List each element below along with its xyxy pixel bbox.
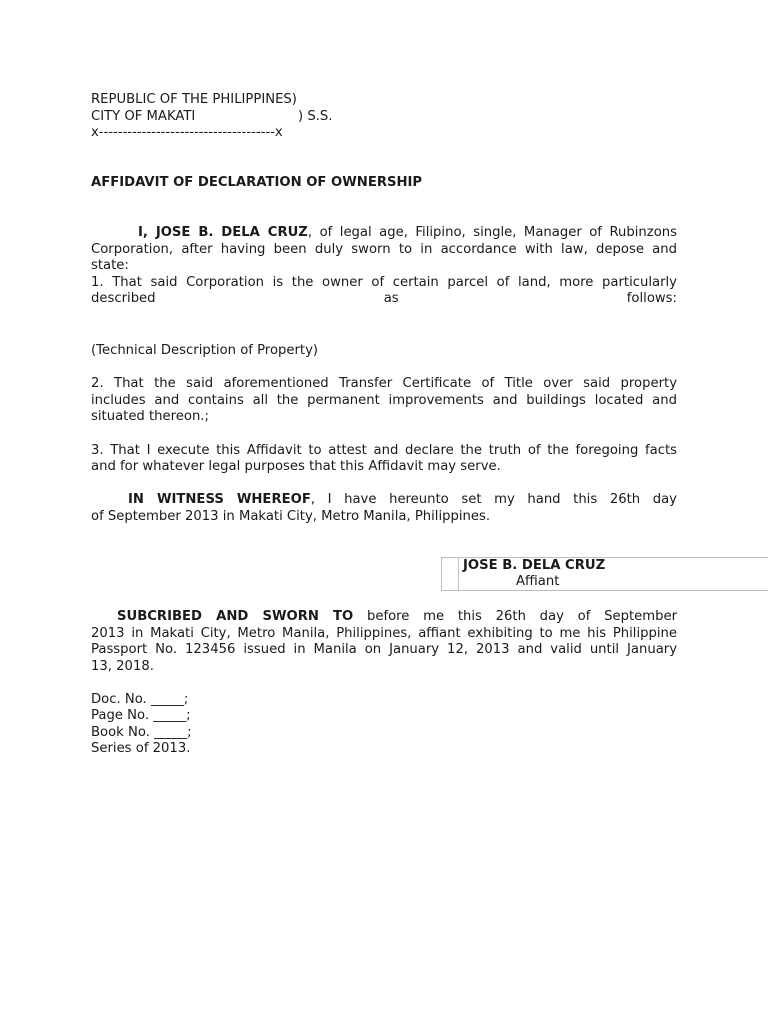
jurat-line-1: SUBCRIBED AND SWORN TO before me this 26th day of September [117,609,677,624]
venue-city: CITY OF MAKATI [91,109,196,124]
venue-divider: x-------------------------------------x [91,125,283,140]
jurat-heading: SUBCRIBED AND SWORN TO [117,609,354,624]
witness-heading: IN WITNESS WHEREOF [128,492,311,507]
point-2-line-2: includes and contains all the permanent improvements and buildings located and [91,393,677,408]
book-number: Book No. _____; [91,725,192,740]
page-number: Page No. _____; [91,708,191,723]
point-3-line-2: and for whatever legal purposes that this Affidavit may serve. [91,459,501,474]
point-1-line-2: described as follows: [91,291,677,306]
jurat-line-2: 2013 in Makati City, Metro Manila, Philippines, affiant exhibiting to me his Philippine [91,626,677,641]
affiant-signature-name: JOSE B. DELA CRUZ [463,558,606,573]
technical-description: (Technical Description of Property) [91,343,319,358]
witness-line-1: IN WITNESS WHEREOF, I have hereunto set my hand this 26th day [128,492,677,507]
affiant-name-intro: I, JOSE B. DELA CRUZ [138,225,308,240]
witness-line-2: of September 2013 in Makati City, Metro Manila, Philippines. [91,509,491,524]
venue-republic: REPUBLIC OF THE PHILIPPINES) [91,92,297,107]
series-year: Series of 2013. [91,741,191,756]
jurat-line-4: 13, 2018. [91,659,154,674]
signature-block [441,557,768,591]
doc-number: Doc. No. _____; [91,692,189,707]
intro-line-3: state: [91,258,129,273]
point-3-line-1: 3. That I execute this Affidavit to attest and declare the truth of the foregoing facts [91,443,677,458]
intro-line-2: Corporation, after having been duly sworn to in accordance with law, depose and [91,242,677,257]
affiant-label: Affiant [516,574,560,589]
point-2-line-1: 2. That the said aforementioned Transfer Certificate of Title over said property [91,376,677,391]
document-title: AFFIDAVIT OF DECLARATION OF OWNERSHIP [91,175,423,190]
venue-ss: ) S.S. [298,109,333,124]
point-1-line-1: 1. That said Corporation is the owner of certain parcel of land, more particularly [91,275,677,290]
signature-divider [458,558,459,590]
intro-line-1: I, JOSE B. DELA CRUZ, of legal age, Filipino, single, Manager of Rubinzons [138,225,677,240]
jurat-line-3: Passport No. 123456 issued in Manila on January 12, 2013 and valid until January [91,642,677,657]
point-2-line-3: situated thereon.; [91,409,209,424]
